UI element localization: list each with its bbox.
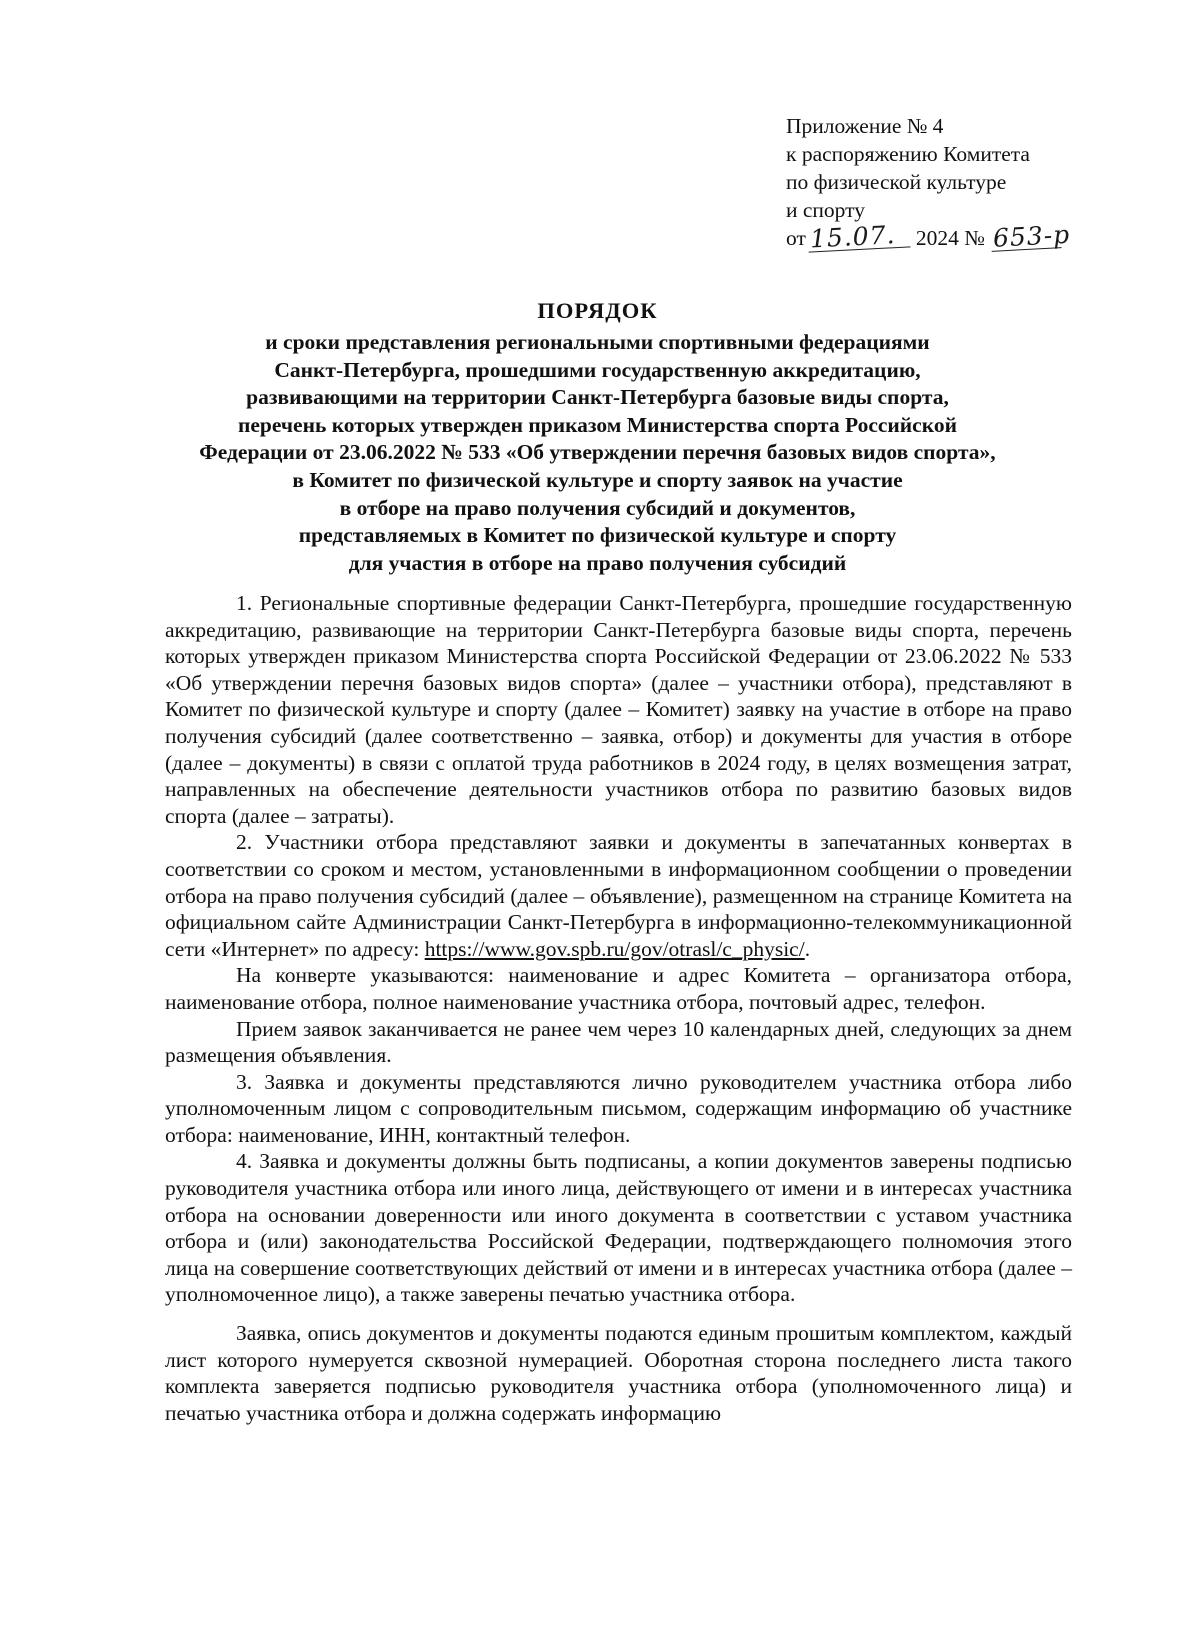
appendix-committee-line-2: и спорту [786, 198, 866, 222]
paragraph-2-text: 2. Участники отбора представляют заявки и документы в запечатанных конвертах в соответствии со сроком и местом, установленными в информационном сообщении о проведении отбора на право получения субсидий (далее – объявление), размещенном на странице Комитета на официальном сайте Администрации Санкт-Петербурга в информационно-телекоммуникационной сети «Интернет» по адресу: [165, 830, 1072, 961]
paragraph-envelope: На конверте указываются: наименование и адрес Комитета – организатора отбора, наименование отбора, полное наименование участника отбора, почтовый адрес, телефон. [165, 963, 1072, 1014]
appendix-committee-line: по физической культуре [786, 170, 1007, 194]
paragraph-4: 4. Заявка и документы должны быть подписаны, а копии документов заверены подписью руководителя участника отбора или иного лица, действующего от имени и в интересах участника отбора на основании доверенности или иного документа в соответствии с уставом участника отбора и (или) законодательства Российской Федерации, подтверждающего полномочия этого лица на совершение соответствующих действий от имени и в интересах участника отбора (далее – уполномоченное лицо), а также заверены печатью участника отбора. [165, 1149, 1072, 1307]
subtitle-line: перечень которых утвержден приказом Министерства спорта Российской [238, 412, 957, 437]
subtitle-line: в отборе на право получения субсидий и документов, [339, 495, 856, 520]
appendix-date-line [786, 219, 1116, 254]
paragraph-3: 3. Заявка и документы представляются лично руководителем участника отбора либо уполномоченным лицом с сопроводительным письмом, содержащим информацию об участнике отбора: наименование, ИНН, контактный телефон. [165, 1069, 1072, 1147]
subtitle-line: Федерации от 23.06.2022 № 533 «Об утверждении перечня базовых видов спорта», [199, 440, 996, 465]
paragraph-binding: Заявка, опись документов и документы подаются единым прошитым комплектом, каждый лист которого нумеруется сквозной нумерацией. Оборотная сторона последнего листа такого комплекта заверяется подписью руководителя участника отбора (уполномоченного лица) и печатью участника отбора и должна содержать информацию [165, 1321, 1072, 1425]
paragraph-2 [165, 829, 1072, 962]
subtitle-line: Санкт-Петербурга, прошедшими государственную аккредитацию, [274, 357, 921, 382]
document-title: ПОРЯДОК [537, 298, 658, 323]
subtitle-line: развивающими на территории Санкт-Петербурга базовые виды спорта, [246, 385, 949, 410]
paragraph-2-end: . [804, 936, 811, 961]
title-block [150, 296, 1045, 577]
appendix-title: Приложение № 4 [786, 114, 944, 138]
subtitle-line: представляемых в Комитет по физической культуре и спорту [298, 523, 897, 548]
appendix-header [786, 112, 1116, 252]
subtitle-line: в Комитет по физической культуре и спорту заявок на участие [292, 467, 903, 492]
appendix-order-ref: к распоряжению Комитета [786, 142, 1030, 166]
document-body [165, 590, 1072, 1426]
handwritten-date: 15.07. [807, 222, 910, 252]
date-prefix: от [786, 226, 806, 250]
paragraph-1: 1. Региональные спортивные федерации Санкт-Петербурга, прошедшие государственную аккредитацию, развивающие на территории Санкт-Петербурга базовые виды спорта, перечень которых утвержден приказом Министерства спорта Российской Федерации от 23.06.2022 № 533 «Об утверждении перечня базовых видов спорта» (далее – участники отбора), представляют в Комитет по физической культуре и спорту (далее – Комитет) заявку на участие в отборе на право получения субсидий (далее соответственно – заявка, отбор) и документы для участия в отборе (далее – документы) в связи с оплатой труда работников в 2024 году, в целях возмещения затрат, направленных на обеспечение деятельности участников отбора по развитию базовых видов спорта (далее – затраты). [165, 591, 1072, 828]
subtitle-line: и сроки представления региональными спортивными федерациями [265, 330, 930, 354]
paragraph-deadline: Прием заявок заканчивается не ранее чем через 10 календарных дней, следующих за днем размещения объявления. [165, 1016, 1072, 1068]
committee-website-link[interactable]: https://www.gov.spb.ru/gov/otrasl/c_physic/ [424, 936, 805, 961]
subtitle-line: для участия в отборе на право получения субсидий [348, 550, 847, 575]
year-number-label: 2024 № [915, 226, 985, 250]
handwritten-number: 653-р [991, 219, 1071, 253]
